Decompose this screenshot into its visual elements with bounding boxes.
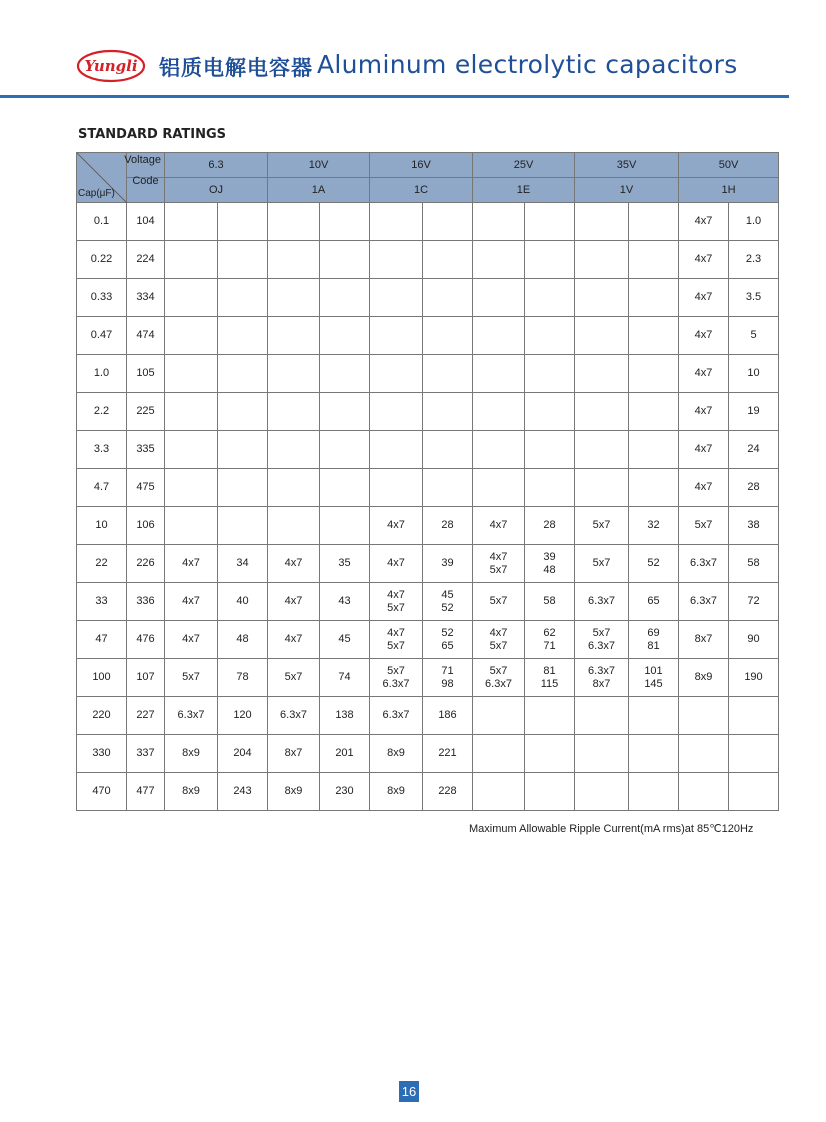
table-row	[77, 431, 779, 469]
cap-cell: 220	[77, 697, 127, 735]
corner-code-label: Code	[132, 175, 159, 187]
code-cell: 106	[127, 507, 165, 545]
case-size-cell: 4x7 5x7	[473, 621, 525, 659]
code-header: 1C	[370, 178, 473, 203]
ripple-current-cell	[423, 241, 473, 279]
case-size-cell	[473, 773, 525, 811]
table-row	[77, 355, 779, 393]
case-size-cell: 6.3x7	[165, 697, 218, 735]
ripple-current-cell: 78	[218, 659, 268, 697]
code-cell: 105	[127, 355, 165, 393]
case-size-cell	[165, 469, 218, 507]
case-size-cell	[165, 393, 218, 431]
case-size-cell	[575, 697, 629, 735]
case-size-cell: 4x7	[370, 545, 423, 583]
case-size-cell	[268, 469, 320, 507]
ratings-table	[76, 152, 779, 811]
ripple-current-cell: 2.3	[729, 241, 779, 279]
case-size-cell: 6.3x7	[679, 583, 729, 621]
table-row	[77, 317, 779, 355]
ripple-current-cell: 28	[525, 507, 575, 545]
ripple-current-cell: 1.0	[729, 203, 779, 241]
case-size-cell: 4x7	[268, 621, 320, 659]
case-size-cell: 4x7 5x7	[473, 545, 525, 583]
ripple-current-cell	[423, 469, 473, 507]
ripple-current-cell	[629, 241, 679, 279]
ripple-current-cell	[320, 203, 370, 241]
footnote: Maximum Allowable Ripple Current(mA rms)at 85℃120Hz	[469, 823, 754, 835]
ripple-current-cell	[629, 317, 679, 355]
ripple-current-cell	[525, 355, 575, 393]
ripple-current-cell: 40	[218, 583, 268, 621]
voltage-header: 25V	[473, 153, 575, 178]
code-cell: 335	[127, 431, 165, 469]
ripple-current-cell	[320, 317, 370, 355]
ripple-current-cell	[629, 469, 679, 507]
ripple-current-cell	[525, 241, 575, 279]
ripple-current-cell: 10	[729, 355, 779, 393]
ripple-current-cell: 65	[629, 583, 679, 621]
case-size-cell	[575, 431, 629, 469]
case-size-cell: 8x9	[165, 773, 218, 811]
cap-cell: 0.33	[77, 279, 127, 317]
case-size-cell	[268, 317, 320, 355]
case-size-cell: 6.3x7	[268, 697, 320, 735]
case-size-cell	[473, 735, 525, 773]
case-size-cell	[165, 317, 218, 355]
case-size-cell	[473, 393, 525, 431]
case-size-cell: 6.3x7	[575, 583, 629, 621]
ripple-current-cell: 34	[218, 545, 268, 583]
ripple-current-cell	[629, 735, 679, 773]
ripple-current-cell	[218, 393, 268, 431]
ripple-current-cell	[423, 279, 473, 317]
code-cell: 226	[127, 545, 165, 583]
case-size-cell	[575, 469, 629, 507]
case-size-cell: 4x7	[370, 507, 423, 545]
ripple-current-cell	[218, 355, 268, 393]
cap-cell: 3.3	[77, 431, 127, 469]
case-size-cell: 5x7 6.3x7	[473, 659, 525, 697]
code-cell: 107	[127, 659, 165, 697]
case-size-cell	[370, 203, 423, 241]
case-size-cell: 6.3x7	[370, 697, 423, 735]
case-size-cell	[575, 241, 629, 279]
ripple-current-cell	[729, 773, 779, 811]
cap-cell: 0.22	[77, 241, 127, 279]
ripple-current-cell	[218, 469, 268, 507]
ripple-current-cell: 201	[320, 735, 370, 773]
case-size-cell	[165, 203, 218, 241]
header-rule	[0, 95, 789, 98]
case-size-cell: 5x7	[165, 659, 218, 697]
code-header: 1H	[679, 178, 779, 203]
ripple-current-cell	[423, 355, 473, 393]
case-size-cell	[679, 773, 729, 811]
ripple-current-cell: 52 65	[423, 621, 473, 659]
ripple-current-cell: 32	[629, 507, 679, 545]
ripple-current-cell	[729, 735, 779, 773]
cap-cell: 22	[77, 545, 127, 583]
case-size-cell	[268, 507, 320, 545]
case-size-cell	[268, 241, 320, 279]
ripple-current-cell: 190	[729, 659, 779, 697]
ripple-current-cell: 186	[423, 697, 473, 735]
cap-cell: 0.47	[77, 317, 127, 355]
voltage-header: 6.3	[165, 153, 268, 178]
ripple-current-cell	[320, 431, 370, 469]
ripple-current-cell: 39 48	[525, 545, 575, 583]
ripple-current-cell	[525, 697, 575, 735]
case-size-cell	[268, 279, 320, 317]
ripple-current-cell	[525, 279, 575, 317]
case-size-cell: 8x9	[268, 773, 320, 811]
case-size-cell: 5x7 6.3x7	[575, 621, 629, 659]
code-cell: 227	[127, 697, 165, 735]
cap-cell: 10	[77, 507, 127, 545]
ripple-current-cell: 120	[218, 697, 268, 735]
case-size-cell	[473, 469, 525, 507]
case-size-cell	[575, 393, 629, 431]
table-row	[77, 621, 779, 659]
ripple-current-cell: 45	[320, 621, 370, 659]
code-cell: 336	[127, 583, 165, 621]
ripple-current-cell	[423, 317, 473, 355]
case-size-cell	[679, 735, 729, 773]
case-size-cell	[370, 279, 423, 317]
case-size-cell: 4x7	[165, 621, 218, 659]
ripple-current-cell: 28	[423, 507, 473, 545]
ripple-current-cell: 58	[525, 583, 575, 621]
ripple-current-cell: 5	[729, 317, 779, 355]
ripple-current-cell	[320, 393, 370, 431]
ripple-current-cell: 74	[320, 659, 370, 697]
header-corner-code	[127, 175, 165, 203]
ripple-current-cell	[218, 203, 268, 241]
case-size-cell	[575, 203, 629, 241]
header-corner-voltage	[124, 153, 165, 178]
brand-logo	[76, 49, 146, 83]
ripple-current-cell	[218, 431, 268, 469]
case-size-cell	[165, 431, 218, 469]
case-size-cell	[575, 279, 629, 317]
code-cell: 224	[127, 241, 165, 279]
code-cell: 476	[127, 621, 165, 659]
case-size-cell: 4x7	[679, 241, 729, 279]
ripple-current-cell	[525, 393, 575, 431]
page-number: 16	[399, 1081, 419, 1102]
case-size-cell	[473, 203, 525, 241]
ripple-current-cell	[729, 697, 779, 735]
case-size-cell	[473, 279, 525, 317]
case-size-cell: 4x7	[679, 355, 729, 393]
voltage-header: 50V	[679, 153, 779, 178]
ripple-current-cell	[525, 317, 575, 355]
case-size-cell: 4x7	[165, 583, 218, 621]
corner-voltage-label: Voltage	[124, 154, 161, 166]
case-size-cell	[370, 241, 423, 279]
ripple-current-cell: 62 71	[525, 621, 575, 659]
voltage-header: 16V	[370, 153, 473, 178]
case-size-cell	[473, 697, 525, 735]
ripple-current-cell: 38	[729, 507, 779, 545]
case-size-cell	[575, 773, 629, 811]
case-size-cell: 4x7	[679, 393, 729, 431]
ripple-current-cell	[525, 431, 575, 469]
case-size-cell: 4x7 5x7	[370, 621, 423, 659]
title-chinese: 铝质电解电容器	[159, 56, 313, 80]
table-row	[77, 545, 779, 583]
code-header: OJ	[165, 178, 268, 203]
ripple-current-cell	[629, 355, 679, 393]
code-cell: 474	[127, 317, 165, 355]
ripple-current-cell	[629, 431, 679, 469]
ripple-current-cell: 19	[729, 393, 779, 431]
case-size-cell: 6.3x7	[679, 545, 729, 583]
ripple-current-cell: 24	[729, 431, 779, 469]
cap-cell: 33	[77, 583, 127, 621]
logo-text: Yungli	[84, 57, 138, 75]
ripple-current-cell	[629, 279, 679, 317]
ripple-current-cell: 35	[320, 545, 370, 583]
table-row	[77, 583, 779, 621]
ripple-current-cell	[320, 355, 370, 393]
ripple-current-cell	[525, 773, 575, 811]
case-size-cell: 4x7	[679, 317, 729, 355]
code-cell: 104	[127, 203, 165, 241]
case-size-cell	[268, 393, 320, 431]
corner-cap-label: Cap(μF)	[78, 188, 115, 199]
table-row	[77, 393, 779, 431]
case-size-cell	[268, 431, 320, 469]
case-size-cell: 6.3x7 8x7	[575, 659, 629, 697]
case-size-cell	[575, 735, 629, 773]
voltage-header: 35V	[575, 153, 679, 178]
ripple-current-cell	[629, 203, 679, 241]
cap-cell: 2.2	[77, 393, 127, 431]
case-size-cell	[165, 241, 218, 279]
case-size-cell	[473, 241, 525, 279]
case-size-cell	[370, 431, 423, 469]
table-row	[77, 507, 779, 545]
title-english: Aluminum electrolytic capacitors	[317, 50, 738, 79]
table-row	[77, 469, 779, 507]
cap-cell: 470	[77, 773, 127, 811]
case-size-cell	[165, 507, 218, 545]
voltage-header-row	[77, 153, 779, 178]
table-row	[77, 241, 779, 279]
ripple-current-cell: 228	[423, 773, 473, 811]
code-header: 1V	[575, 178, 679, 203]
ripple-current-cell	[525, 469, 575, 507]
case-size-cell: 8x9	[165, 735, 218, 773]
case-size-cell: 5x7	[679, 507, 729, 545]
case-size-cell: 4x7	[679, 431, 729, 469]
case-size-cell: 4x7 5x7	[370, 583, 423, 621]
ripple-current-cell: 90	[729, 621, 779, 659]
case-size-cell	[268, 355, 320, 393]
code-header: 1A	[268, 178, 370, 203]
ripple-current-cell	[218, 241, 268, 279]
case-size-cell: 8x7	[268, 735, 320, 773]
ripple-current-cell	[218, 279, 268, 317]
case-size-cell: 4x7	[165, 545, 218, 583]
ripple-current-cell	[525, 203, 575, 241]
cap-cell: 100	[77, 659, 127, 697]
case-size-cell	[575, 317, 629, 355]
ripple-current-cell	[629, 697, 679, 735]
ripple-current-cell	[320, 279, 370, 317]
code-cell: 477	[127, 773, 165, 811]
cap-cell: 4.7	[77, 469, 127, 507]
case-size-cell: 5x7	[575, 507, 629, 545]
ripple-current-cell: 243	[218, 773, 268, 811]
case-size-cell: 4x7	[679, 203, 729, 241]
ripple-current-cell	[320, 507, 370, 545]
case-size-cell	[473, 355, 525, 393]
ripple-current-cell	[423, 393, 473, 431]
ripple-current-cell: 101 145	[629, 659, 679, 697]
case-size-cell	[473, 431, 525, 469]
ripple-current-cell	[320, 241, 370, 279]
ripple-current-cell	[525, 735, 575, 773]
case-size-cell: 4x7	[679, 279, 729, 317]
ripple-current-cell: 43	[320, 583, 370, 621]
code-header: 1E	[473, 178, 575, 203]
case-size-cell: 5x7	[473, 583, 525, 621]
ripple-current-cell: 204	[218, 735, 268, 773]
case-size-cell	[370, 317, 423, 355]
ripple-current-cell: 69 81	[629, 621, 679, 659]
ripple-current-cell: 52	[629, 545, 679, 583]
voltage-header: 10V	[268, 153, 370, 178]
ripple-current-cell: 71 98	[423, 659, 473, 697]
code-cell: 225	[127, 393, 165, 431]
code-cell: 337	[127, 735, 165, 773]
code-cell: 475	[127, 469, 165, 507]
ripple-current-cell: 48	[218, 621, 268, 659]
cap-cell: 0.1	[77, 203, 127, 241]
ripple-current-cell: 39	[423, 545, 473, 583]
ripple-current-cell: 138	[320, 697, 370, 735]
ripple-current-cell: 3.5	[729, 279, 779, 317]
case-size-cell	[370, 393, 423, 431]
case-size-cell: 8x9	[370, 773, 423, 811]
case-size-cell	[165, 355, 218, 393]
case-size-cell: 4x7	[679, 469, 729, 507]
case-size-cell	[268, 203, 320, 241]
case-size-cell	[370, 355, 423, 393]
case-size-cell: 5x7	[575, 545, 629, 583]
section-title: STANDARD RATINGS	[78, 127, 227, 142]
table-row	[77, 697, 779, 735]
ripple-current-cell: 72	[729, 583, 779, 621]
ripple-current-cell: 221	[423, 735, 473, 773]
ripple-current-cell: 230	[320, 773, 370, 811]
case-size-cell: 8x9	[679, 659, 729, 697]
ripple-current-cell	[423, 431, 473, 469]
cap-cell: 330	[77, 735, 127, 773]
ripple-current-cell	[218, 317, 268, 355]
case-size-cell: 5x7	[268, 659, 320, 697]
case-size-cell: 5x7 6.3x7	[370, 659, 423, 697]
ripple-current-cell	[423, 203, 473, 241]
code-header-row	[77, 178, 779, 203]
case-size-cell	[473, 317, 525, 355]
cap-cell: 1.0	[77, 355, 127, 393]
table-row	[77, 279, 779, 317]
case-size-cell: 4x7	[473, 507, 525, 545]
case-size-cell	[370, 469, 423, 507]
table-row	[77, 203, 779, 241]
ripple-current-cell: 81 115	[525, 659, 575, 697]
table-row	[77, 659, 779, 697]
case-size-cell	[575, 355, 629, 393]
table-row	[77, 773, 779, 811]
ripple-current-cell: 58	[729, 545, 779, 583]
case-size-cell: 8x7	[679, 621, 729, 659]
ripple-current-cell	[629, 773, 679, 811]
case-size-cell: 8x9	[370, 735, 423, 773]
table-row	[77, 735, 779, 773]
header-corner-cap	[77, 153, 127, 203]
ripple-current-cell	[629, 393, 679, 431]
ripple-current-cell: 45 52	[423, 583, 473, 621]
ripple-current-cell	[218, 507, 268, 545]
ratings-body	[77, 203, 779, 811]
case-size-cell: 4x7	[268, 545, 320, 583]
code-cell: 334	[127, 279, 165, 317]
case-size-cell: 4x7	[268, 583, 320, 621]
ripple-current-cell	[320, 469, 370, 507]
case-size-cell	[679, 697, 729, 735]
ripple-current-cell: 28	[729, 469, 779, 507]
cap-cell: 47	[77, 621, 127, 659]
case-size-cell	[165, 279, 218, 317]
